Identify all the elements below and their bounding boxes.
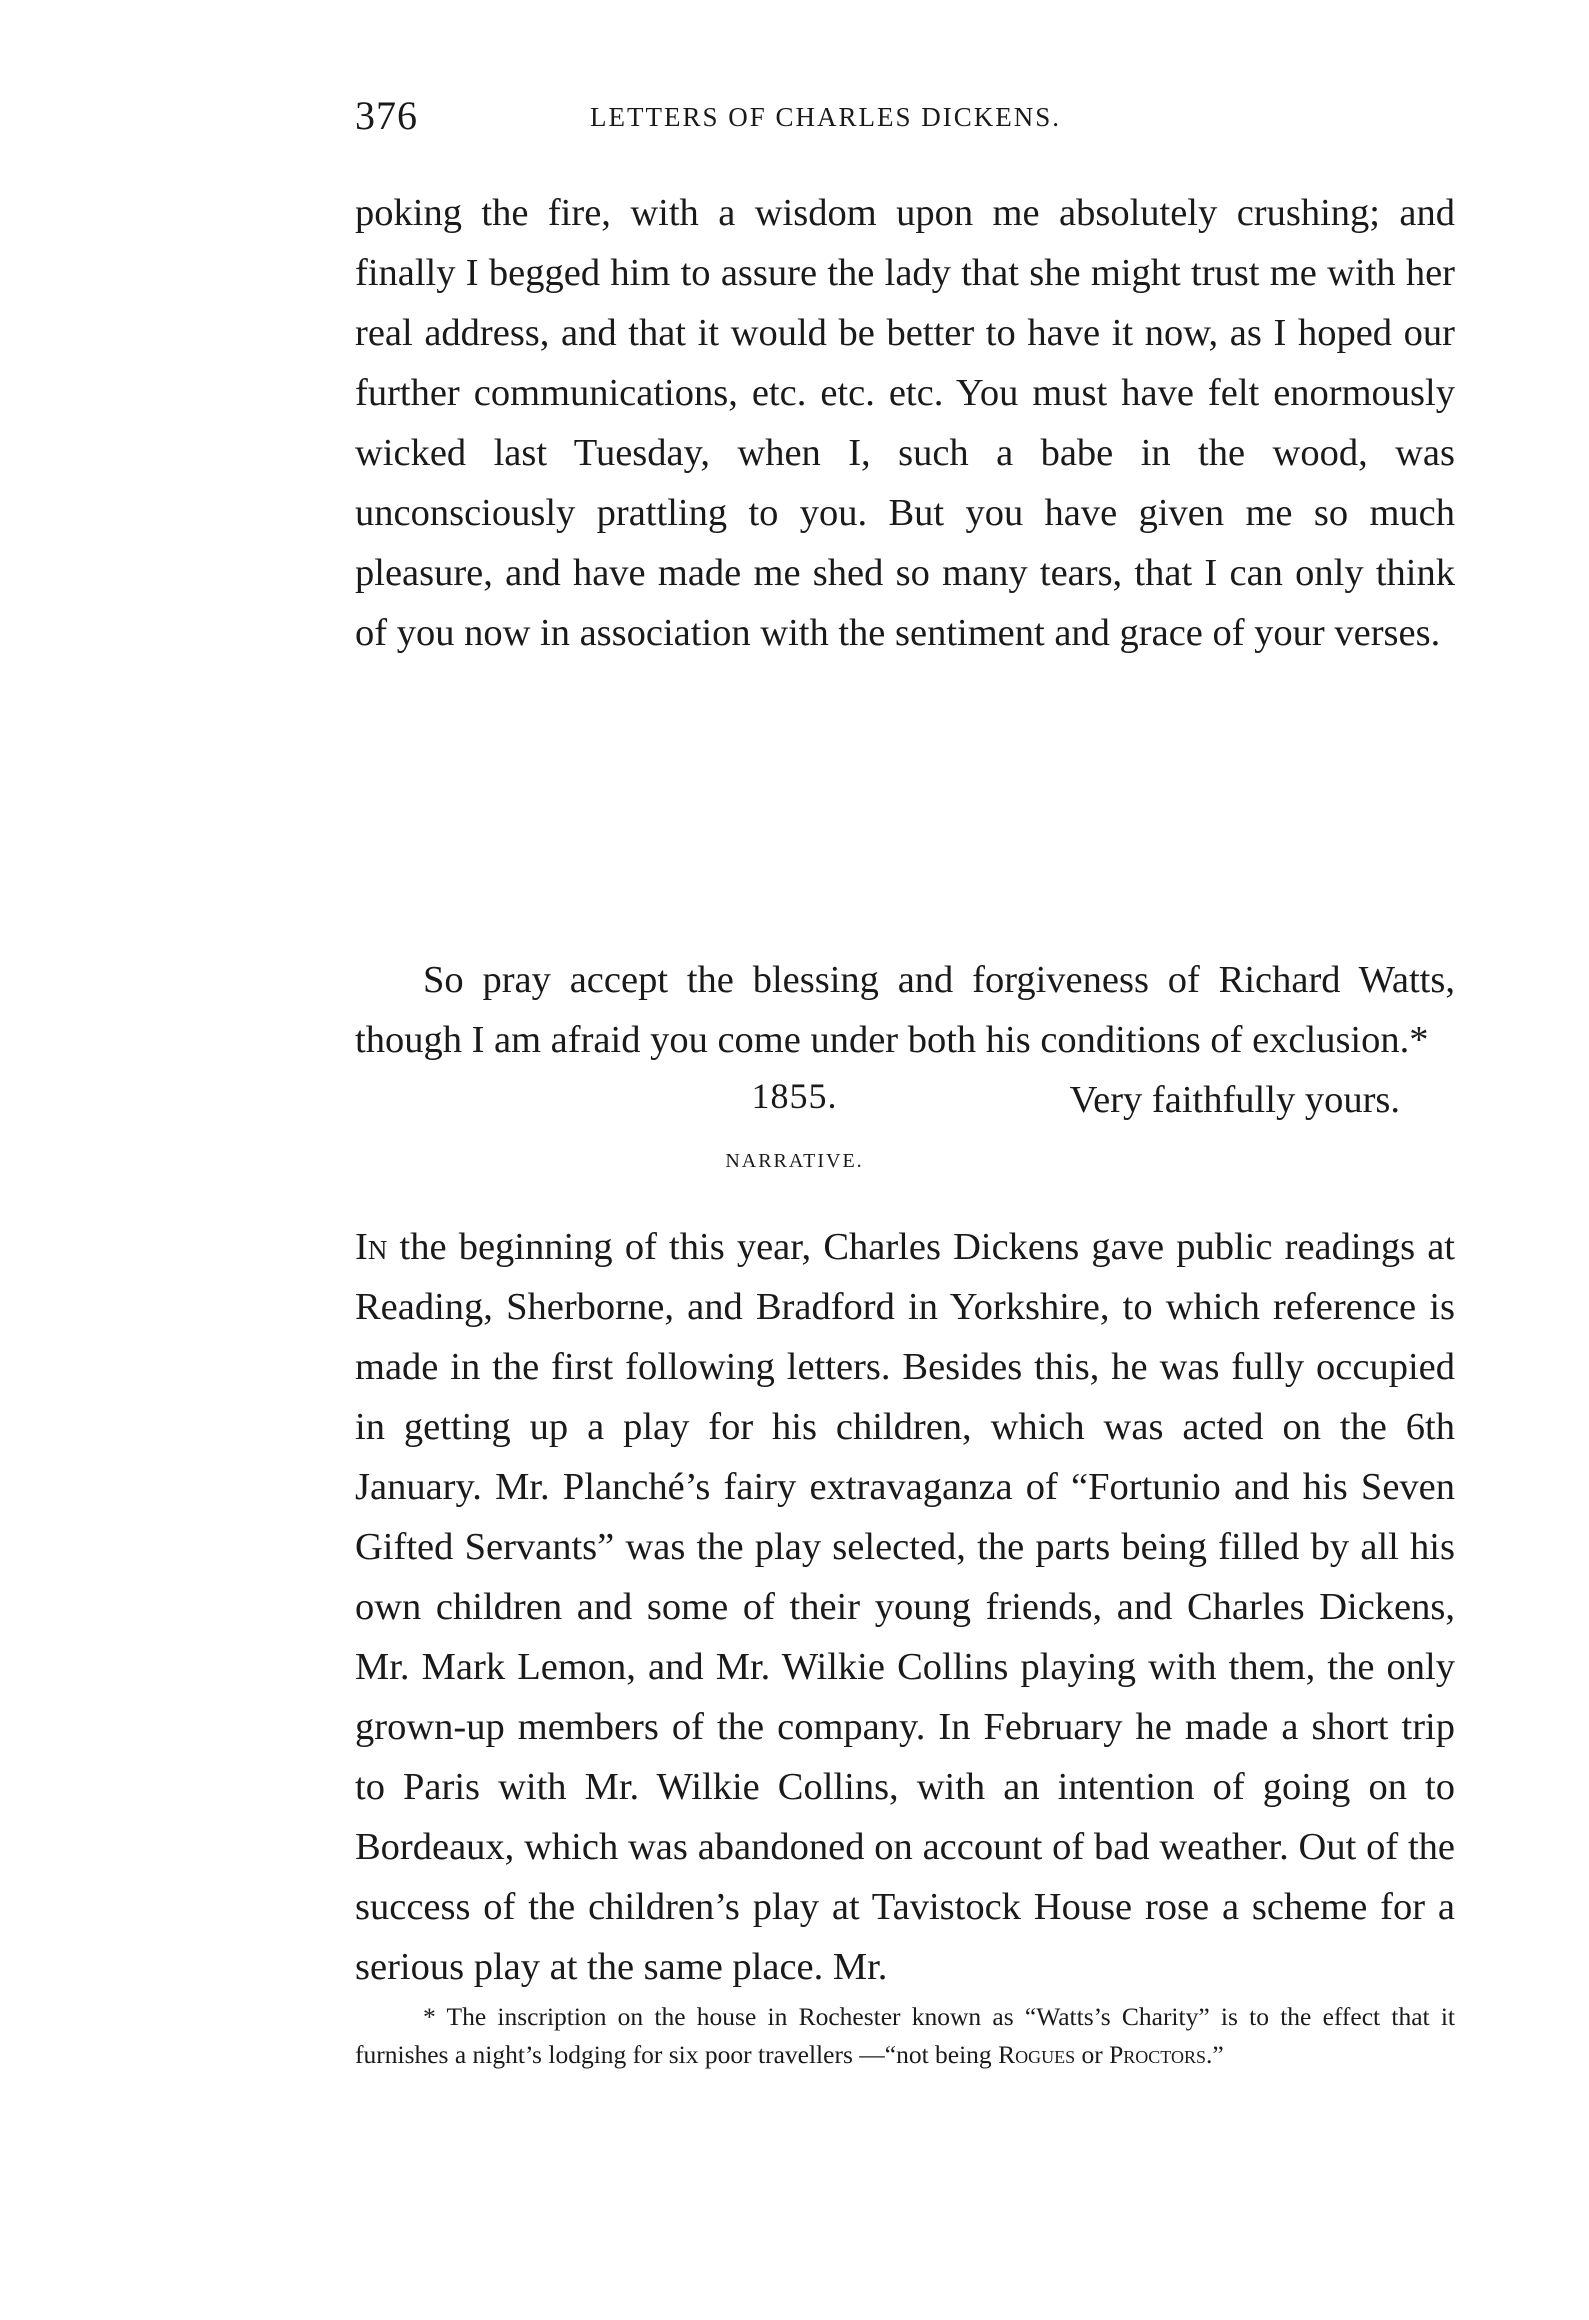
running-head [355, 92, 1455, 152]
signoff: Very faithfully yours. [1069, 1079, 1400, 1121]
letter-paragraph: poking the fire, with a wisdom upon me absolutely crushing; and finally I begged him to assure the lady that she might trust me with her real address, and that it would be better to have it now, as I hoped our further communications, etc. etc. etc. You must have felt enormously wicked last Tuesday, when I, such a babe in the wood, was unconsciously prattling to you. But you have given me so much pleasure, and have made me shed so many tears, that I can only think of you now in association with the sentiment and grace of your verses. [355, 192, 1455, 654]
footnote-caps-proctors: Proctors [1109, 2040, 1206, 2069]
footnote-text: * The inscription on the house in Rochester known as “Watts’s Charity” is to the effect that it furnishes a night’s lodging for six poor travellers —“not being [355, 2002, 1455, 2069]
closing-text: So pray accept the blessing and forgiveness of Richard Watts, though I am afraid you come under both his conditions of exclusion.* [355, 959, 1455, 1061]
footnote-end: .” [1205, 2040, 1224, 2069]
page-number: 376 [355, 93, 418, 138]
narrative-paragraph [355, 1217, 1455, 1997]
footnote [355, 1998, 1455, 2074]
opening-word: In [355, 1226, 388, 1268]
footnote-joiner: or [1081, 2040, 1103, 2069]
narrative-body: the beginning of this year, Charles Dickens gave public readings at Reading, Sherborne, and Bradford in Yorkshire, to which reference is made in the first following letters. Besides this, he was fully occupied in getting up a play for his children, which was acted on the 6th January. Mr. Planché’s fairy extravaganza of “Fortunio and his Seven Gifted Servants” was the play selected, the parts being filled by all his own children and some of their young friends, and Charles Dickens, Mr. Mark Lemon, and Mr. Wilkie Collins playing with them, the only grown-up members of the company. In February he made a short trip to Paris with Mr. Wilkie Collins, with an intention of going on to Bordeaux, which was abandoned on account of bad weather. Out of the success of the children’s play at Tavistock House rose a scheme for a serious play at the same place. Mr. [355, 1226, 1456, 1988]
section-year: 1855. [751, 1076, 838, 1116]
running-title: LETTERS OF CHARLES DICKENS. [590, 102, 1062, 132]
footnote-caps-rogues: Rogues [998, 2040, 1076, 2069]
section-label: NARRATIVE. [725, 1150, 864, 1172]
